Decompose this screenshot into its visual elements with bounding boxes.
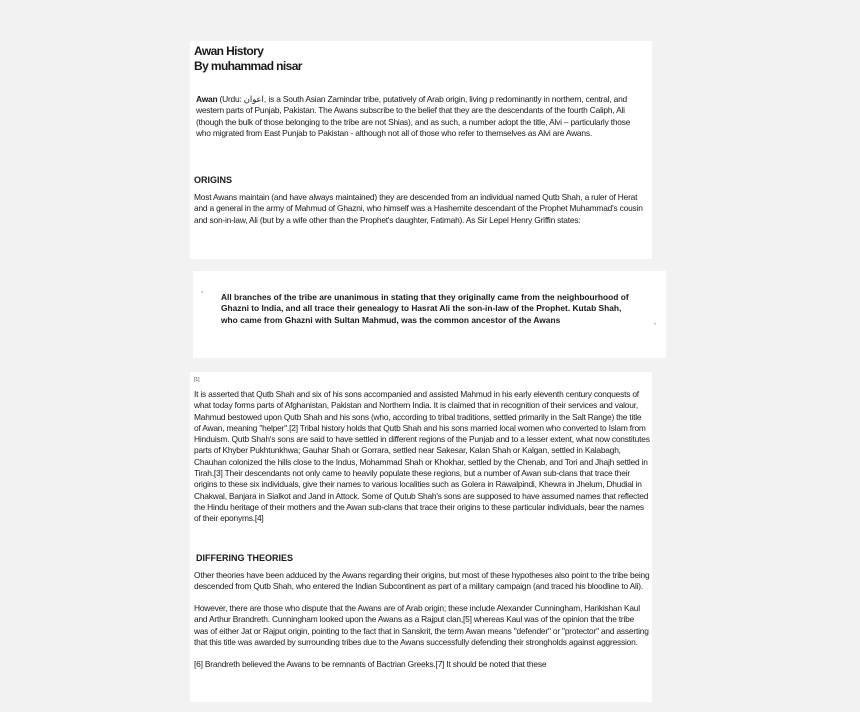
- history-paragraph: It is asserted that Qutb Shah and six of his sons accompanied and assisted Mahmud in his early eleventh century conquests of what today forms parts of Afghanistan, Pakistan and Northern India. It is claimed that in recognition of their services and valour, Mahmud bestowed upon Qutb Shah and his sons (who, according to tribal traditions, settled primarily in the Salt Range) the title of Awan, meaning "helper".[2] Tribal history holds that Qutb Shah and his sons married local women who converted to Islam from Hinduism. Qutb Shah's sons are said to have settled in different regions of the Punjab and to a lesser extent, what now constitutes parts of Khyber Pukhtunkhwa; Gauhar Shah or Gorrara, settled near Sakesar, Kalan Shah or Kalgan, settled in Kalabagh, Chauhan colonized the hills close to the Indus, Mohammad Shah or Khokhar, settled by the Chenab, and Tori and Jhajh settled in Tirah.[3] Their descendants not only came to heavily populate these regions, but a number of Awan sub-clans that trace their origins to these six individuals, give their names to various localities such as Golera in Rawalpindi, Khewra in Jhelum, Dhudial in Chakwal, Banjara in Sialkot and Jand in Attock. Some of Qutub Shah's sons are supposed to have assumed names that reflected the Hindu heritage of their mothers and the Awan sub-clans that trace their origins to these particular individuals, bear the names of their eponyms.[4]: [194, 389, 650, 524]
- differing-paragraph-1: Other theories have been adduced by the Awans regarding their origins, but most of these hypotheses also point to the tribe being descended from Qutb Shah, who entered the Indian Subcontinent as part of a military campaign (and traced his bloodline to Ali).: [194, 570, 650, 592]
- intro-term: Awan: [196, 94, 218, 104]
- block-quote: All branches of the tribe are unanimous in stating that they originally came from the neighbourhood of Ghazni to India, and all trace their genealogy to Hasrat Ali the son-in-law of the Prophet. Kutab Shah, who came from Ghazni with Sultan Mahmud, was the common ancestor of the Awans: [221, 292, 629, 325]
- differing-theories-heading: DIFFERING THEORIES: [196, 553, 294, 563]
- differing-paragraph-2: However, there are those who dispute that the Awans are of Arab origin; these include Alexander Cunningham, Harikishan Kaul and Arthur Brandreth. Cunningham looked upon the Awans as a Rajput clan,[5] whereas Kaul was of the opinion that the tribe was of either Jat or Rajput origin, pointing to the fact that in Sanskrit, the term Awan means "defender" or "protector" and asserting that this title was awarded by surrounding tribes due to the Awans successfully defending their strongholds against aggression.: [194, 603, 649, 647]
- quote-open-mark: “: [201, 291, 204, 298]
- intro-paragraph: [196, 94, 636, 139]
- document-byline: By muhammad nisar: [194, 59, 302, 73]
- intro-text: (Urdu: اعوان, is a South Asian Zamindar tribe, putatively of Arab origin, living p redominantly in northern, central, and western parts of Punjab, Pakistan. The Awans subscribe to the belief that they are the descendants of the fourth Caliph, Ali (though the bulk of those belonging to the tribe are not Shias), and as such, a number adopt the title, Alvi – particularly those who migrated from East Punjab to Pakistan - although not all of those who refer to themselves as Alvi are Awans.: [196, 94, 631, 138]
- origins-paragraph: Most Awans maintain (and have always maintained) they are descended from an individual named Qutb Shah, a ruler of Herat and a general in the army of Mahmud of Ghazni, who himself was a Hashemite descendant of the Prophet Muhammad's cousin and son-in-law, Ali (but by a wife other than the Prophet's daughter, Fatimah). As Sir Lepel Henry Griffin states:: [194, 192, 643, 225]
- reference-marker: [1]: [194, 377, 200, 383]
- origins-heading: ORIGINS: [194, 175, 233, 185]
- quote-close-mark: ”: [654, 323, 657, 330]
- differing-paragraph-3: [6] Brandreth believed the Awans to be remnants of Bactrian Greeks.[7] It should be noted that these: [194, 659, 547, 669]
- document-title: Awan History: [194, 44, 264, 58]
